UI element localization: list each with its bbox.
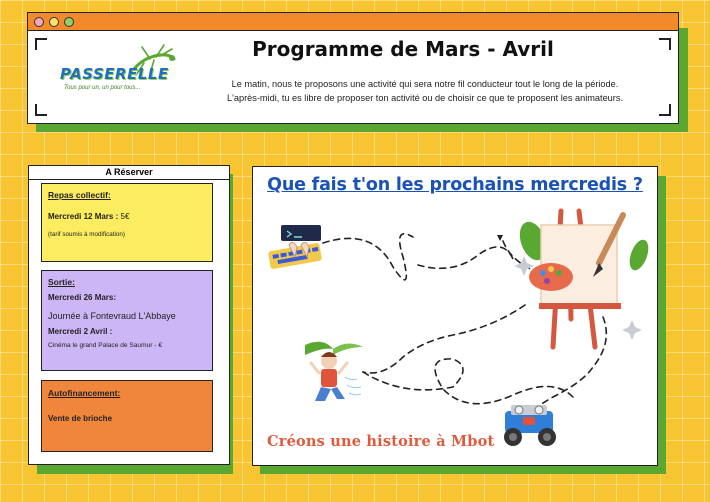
intro-text	[196, 77, 654, 105]
repas-date-line	[48, 212, 206, 221]
window-titlebar	[28, 13, 678, 31]
corner-mark	[659, 104, 671, 116]
sortie-date-1: Mercredi 26 Mars:	[48, 293, 117, 302]
mbot-robot-icon	[497, 399, 563, 455]
corner-mark	[659, 38, 671, 50]
sortie-box	[41, 270, 213, 371]
sortie-date-2: Mercredi 2 Avril :	[48, 327, 113, 336]
page-title: Programme de Mars - Avril	[252, 37, 554, 61]
corner-mark	[35, 38, 47, 50]
logo-name: PASSERELLE	[60, 65, 169, 83]
sortie-title: Sortie:	[48, 277, 75, 287]
repas-box	[41, 183, 213, 262]
coding-icon	[267, 223, 327, 275]
repas-price: 5€	[120, 212, 130, 221]
repas-note: (tarif soumis à modification)	[48, 231, 125, 238]
autofinancement-box	[41, 380, 213, 452]
repas-title: Repas collectif:	[48, 190, 111, 200]
sortie-activity-2: Cinéma le grand Palace de Saumur - €	[48, 342, 162, 349]
mbot-caption: Créons une histoire à Mbot	[267, 433, 495, 450]
reading-child-icon	[299, 337, 369, 409]
window-dot-pink-icon	[34, 17, 44, 27]
reservation-panel	[28, 165, 230, 465]
sortie-activity-1: Journée à Fontevraud L'Abbaye	[48, 311, 176, 321]
reservation-header: A Réserver	[29, 166, 229, 180]
activities-question: Que fais t'on les prochains mercredis ?	[267, 175, 643, 195]
window-dot-yellow-icon	[49, 17, 59, 27]
intro-line: Le matin, nous te proposons une activité qui sera notre fil conducteur tout le long de la période.	[231, 79, 619, 89]
activities-panel	[252, 166, 658, 466]
corner-mark	[35, 104, 47, 116]
logo-tagline: Tous pour un, un pour tous...	[64, 85, 141, 91]
repas-date: Mercredi 12 Mars :	[48, 212, 119, 221]
autofinancement-title: Autofinancement:	[48, 388, 121, 398]
passerelle-logo	[58, 43, 178, 103]
intro-line: L'après-midi, tu es libre de proposer ton activité ou de choisir ce que te proposent les animateurs.	[226, 93, 623, 103]
painting-easel-icon	[511, 207, 651, 357]
header-window	[27, 12, 679, 124]
window-dot-green-icon	[64, 17, 74, 27]
autofinancement-item: Vente de brioche	[48, 414, 113, 423]
